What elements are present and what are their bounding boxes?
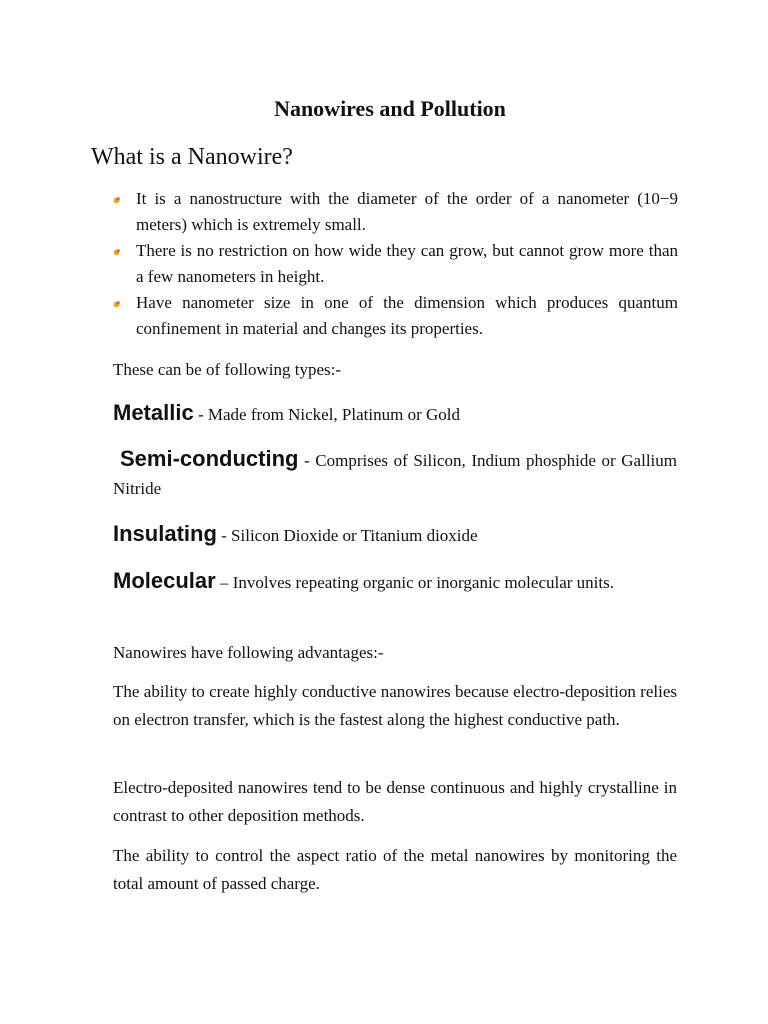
type-metallic [113,399,677,429]
advantage-paragraph: The ability to control the aspect ratio of the metal nanowires by monitoring the total amount of passed charge. [113,846,677,893]
advantages-intro: Nanowires have following advantages:- [113,643,384,662]
list-item [112,186,678,238]
type-term: Metallic [113,400,194,425]
list-item [112,290,678,342]
list-item-text: It is a nanostructure with the diameter of the order of a nanometer (10−9 meters) which is extremely small. [136,189,678,234]
list-item [112,238,678,290]
bullet-icon [112,196,121,205]
list-item-text: Have nanometer size in one of the dimension which produces quantum confinement in material and changes its properties. [136,293,678,338]
type-semiconducting [113,445,677,503]
document-title: Nanowires and Pollution [274,96,506,121]
definition-list [112,186,678,342]
type-molecular [113,567,677,597]
section-heading: What is a Nanowire? [91,144,293,170]
type-description: - Comprises of Silicon, Indium phosphide or Gallium Nitride [113,451,677,498]
types-intro: These can be of following types:- [113,360,342,379]
list-item-text: There is no restriction on how wide they can grow, but cannot grow more than a few nanometers in height. [136,241,678,286]
type-description: – Involves repeating organic or inorganic molecular units. [215,573,614,592]
type-description: - Silicon Dioxide or Titanium dioxide [216,526,478,545]
type-insulating [113,520,677,550]
advantage-paragraph: The ability to create highly conductive nanowires because electro-deposition relies on electron transfer, which is the fastest along the highest conductive path. [113,682,677,729]
type-term: Semi-conducting [120,446,299,471]
bullet-icon [112,300,121,309]
bullet-icon [112,248,121,257]
type-term: Molecular [113,568,216,593]
type-description: - Made from Nickel, Platinum or Gold [193,405,460,424]
type-term: Insulating [113,521,217,546]
advantage-paragraph: Electro-deposited nanowires tend to be dense continuous and highly crystalline in contrast to other deposition methods. [113,778,677,825]
